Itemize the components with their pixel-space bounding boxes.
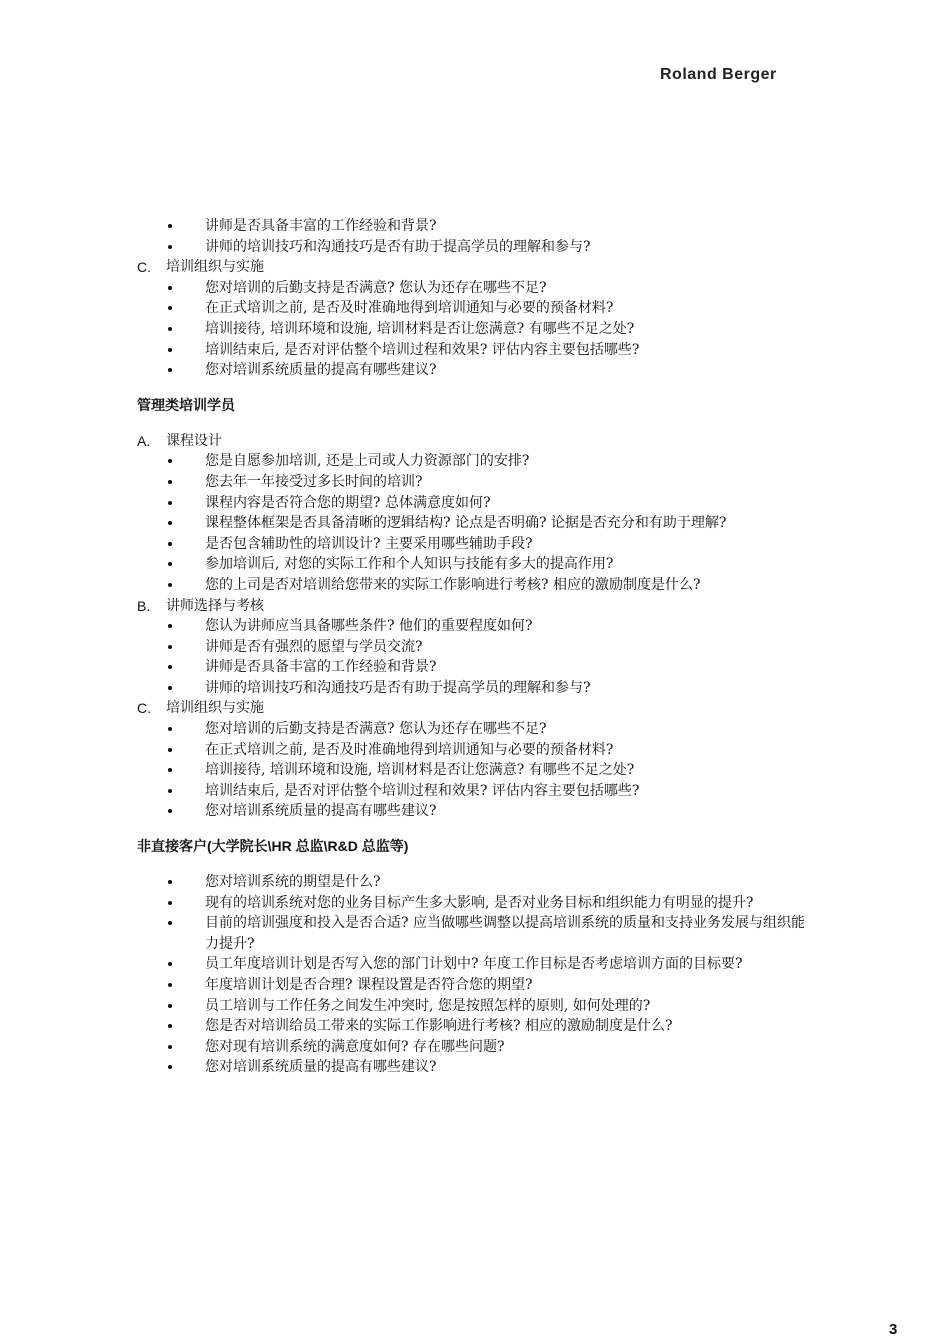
management-b-list — [0, 616, 950, 698]
list-item-text: 在正式培训之前, 是否及时准确地得到培训通知与必要的预备材料? — [205, 741, 614, 758]
list-item — [0, 893, 950, 914]
management-section-c-heading: C. 培训组织与实施 — [137, 700, 264, 717]
list-item — [0, 360, 950, 381]
bullet-icon — [168, 880, 172, 884]
list-item-text: 员工培训与工作任务之间发生冲突时, 您是按照怎样的原则, 如何处理的? — [205, 997, 651, 1014]
list-item — [0, 678, 950, 699]
list-item-text: 您对培训的后勤支持是否满意? 您认为还存在哪些不足? — [205, 279, 547, 296]
bullet-icon — [168, 368, 172, 372]
management-trainees-title: 管理类培训学员 — [137, 396, 235, 413]
list-item — [0, 954, 950, 975]
list-item-text: 现有的培训系统对您的业务目标产生多大影响, 是否对业务目标和组织能力有明显的提升? — [205, 894, 754, 911]
bullet-icon — [168, 348, 172, 352]
bullet-icon — [168, 286, 172, 290]
list-item — [0, 740, 950, 761]
bullet-icon — [168, 521, 172, 525]
list-item — [0, 1057, 950, 1078]
bullet-icon — [168, 809, 172, 813]
list-item-text: 您是否对培训给员工带来的实际工作影响进行考核? 相应的激励制度是什么? — [205, 1018, 673, 1035]
bullet-icon — [168, 983, 172, 987]
list-item — [0, 1037, 950, 1058]
bullet-icon — [168, 480, 172, 484]
continued-section-c-heading: C. 培训组织与实施 — [137, 259, 264, 276]
list-item-text: 培训接待, 培训环境和设施, 培训材料是否让您满意? 有哪些不足之处? — [205, 320, 635, 337]
bullet-icon — [168, 459, 172, 463]
list-item — [0, 451, 950, 472]
list-item — [0, 575, 950, 596]
list-item-text: 讲师是否具备丰富的工作经验和背景? — [205, 659, 437, 676]
continued-b-list — [0, 216, 950, 257]
list-item — [0, 1016, 950, 1037]
list-item-text: 讲师的培训技巧和沟通技巧是否有助于提高学员的理解和参与? — [205, 679, 591, 696]
bullet-icon — [168, 583, 172, 587]
list-item — [0, 278, 950, 299]
list-item — [0, 996, 950, 1017]
bullet-icon — [168, 542, 172, 546]
list-item-text: 讲师的培训技巧和沟通技巧是否有助于提高学员的理解和参与? — [205, 238, 591, 255]
bullet-icon — [168, 501, 172, 505]
list-item-text: 培训结束后, 是否对评估整个培训过程和效果? 评估内容主要包括哪些? — [205, 782, 640, 799]
bullet-icon — [168, 1065, 172, 1069]
bullet-icon — [168, 665, 172, 669]
bullet-icon — [168, 901, 172, 905]
bullet-icon — [168, 748, 172, 752]
list-item — [0, 554, 950, 575]
list-item — [0, 319, 950, 340]
indirect-clients-list — [0, 872, 950, 1078]
indirect-clients-title: 非直接客户(大学院长\HR 总监\R&D 总监等) — [137, 838, 409, 855]
bullet-icon — [168, 1024, 172, 1028]
bullet-icon — [168, 224, 172, 228]
list-item-text: 您的上司是否对培训给您带来的实际工作影响进行考核? 相应的激励制度是什么? — [205, 576, 701, 593]
list-item — [0, 493, 950, 514]
list-item — [0, 801, 950, 822]
list-item — [0, 657, 950, 678]
bullet-icon — [168, 789, 172, 793]
list-item-text: 您是自愿参加培训, 还是上司或人力资源部门的安排? — [205, 453, 530, 470]
bullet-icon — [168, 562, 172, 566]
list-item — [0, 534, 950, 555]
bullet-icon — [168, 624, 172, 628]
bullet-icon — [168, 245, 172, 249]
list-item-text: 讲师是否具备丰富的工作经验和背景? — [205, 218, 437, 234]
list-item-text: 您对培训系统的期望是什么? — [205, 874, 381, 891]
bullet-icon — [168, 962, 172, 966]
list-item-text: 培训结束后, 是否对评估整个培训过程和效果? 评估内容主要包括哪些? — [205, 341, 640, 358]
management-section-a-heading: A. 课程设计 — [137, 432, 222, 449]
list-item — [0, 472, 950, 493]
list-item-text: 培训接待, 培训环境和设施, 培训材料是否让您满意? 有哪些不足之处? — [205, 762, 635, 779]
list-item — [0, 975, 950, 996]
list-item-text: 您对培训的后勤支持是否满意? 您认为还存在哪些不足? — [205, 721, 547, 738]
list-item — [0, 237, 950, 258]
list-item — [0, 781, 950, 802]
list-item-text: 是否包含辅助性的培训设计? 主要采用哪些辅助手段? — [205, 535, 533, 552]
management-section-b-heading: B. 讲师选择与考核 — [137, 597, 264, 614]
list-item — [0, 616, 950, 637]
list-item — [0, 216, 950, 237]
list-item-text: 您对现有培训系统的满意度如何? 存在哪些问题? — [205, 1038, 505, 1055]
list-item-text: 课程整体框架是否具备清晰的逻辑结构? 论点是否明确? 论据是否充分和有助于理解? — [205, 515, 727, 532]
bullet-icon — [168, 327, 172, 331]
list-item-text: 您对培训系统质量的提高有哪些建议? — [205, 362, 437, 379]
list-item — [0, 872, 950, 893]
list-item — [0, 298, 950, 319]
list-item-text: 您认为讲师应当具备哪些条件? 他们的重要程度如何? — [205, 618, 533, 635]
list-item — [0, 760, 950, 781]
list-item-text: 讲师是否有强烈的愿望与学员交流? — [205, 638, 423, 655]
bullet-icon — [168, 768, 172, 772]
list-item-text: 参加培训后, 对您的实际工作和个人知识与技能有多大的提高作用? — [205, 556, 614, 573]
continued-c-list — [0, 278, 950, 381]
list-item — [0, 513, 950, 534]
list-item — [0, 913, 950, 954]
bullet-icon — [168, 727, 172, 731]
document-body — [0, 216, 950, 1078]
list-item-text: 您对培训系统质量的提高有哪些建议? — [205, 1059, 437, 1076]
list-item — [0, 719, 950, 740]
bullet-icon — [168, 1045, 172, 1049]
management-c-list — [0, 719, 950, 822]
list-item-text: 在正式培训之前, 是否及时准确地得到培训通知与必要的预备材料? — [205, 300, 614, 317]
bullet-icon — [168, 645, 172, 649]
company-logo: Roland Berger — [660, 66, 777, 83]
list-item-text: 您对培训系统质量的提高有哪些建议? — [205, 803, 437, 820]
list-item-text: 您去年一年接受过多长时间的培训? — [205, 473, 423, 490]
management-a-list — [0, 451, 950, 595]
bullet-icon — [168, 1004, 172, 1008]
bullet-icon — [168, 306, 172, 310]
bullet-icon — [168, 921, 172, 925]
bullet-icon — [168, 686, 172, 690]
list-item-text: 年度培训计划是否合理? 课程设置是否符合您的期望? — [205, 977, 533, 993]
list-item-text: 目前的培训强度和投入是否合适? 应当做哪些调整以提高培训系统的质量和支持业务发展与组织能力提升? — [205, 915, 805, 952]
list-item — [0, 637, 950, 658]
list-item-text: 员工年度培训计划是否写入您的部门计划中? 年度工作目标是否考虑培训方面的目标要? — [205, 956, 743, 973]
list-item-text: 课程内容是否符合您的期望? 总体满意度如何? — [205, 494, 491, 511]
page-number: 3 — [889, 1321, 898, 1338]
list-item — [0, 340, 950, 361]
